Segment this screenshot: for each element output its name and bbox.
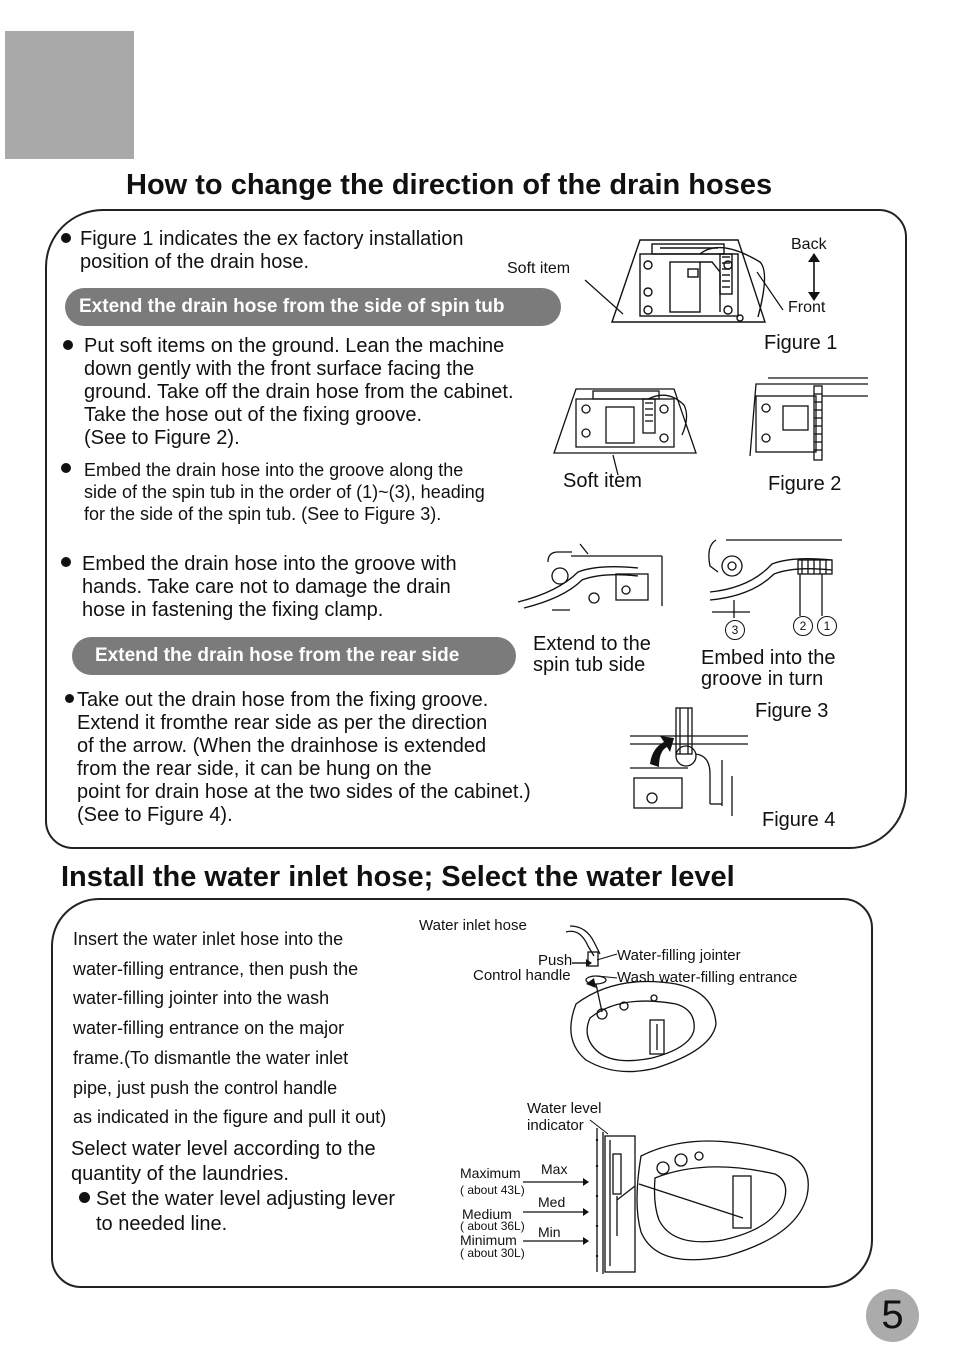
pill-rear-side: Extend the drain hose from the rear side xyxy=(72,637,516,675)
min-label: Min xyxy=(538,1224,561,1240)
pill-side-spin-tub: Extend the drain hose from the side of spin tub xyxy=(65,288,561,326)
figure3-caption: Figure 3 xyxy=(755,700,829,722)
front-label: Front xyxy=(788,299,826,316)
wash-water-filling-entrance-label: Wash water-filling entrance xyxy=(617,969,798,986)
bullet xyxy=(79,1192,90,1203)
soft-item-label-2: Soft item xyxy=(563,470,642,492)
bullet xyxy=(65,694,74,703)
minimum-label: Minimum xyxy=(460,1232,517,1248)
max-label: Max xyxy=(541,1161,568,1177)
push-label: Push xyxy=(538,952,573,969)
back-label: Back xyxy=(791,236,827,253)
step-put-soft-items: Put soft items on the ground. Lean the machine down gently with the front surface facing the ground. Take off the drain hose from the cabinet. Take the hose out of the fixing groove. (See to Figure 2). xyxy=(84,335,514,449)
front-pointer-line xyxy=(755,270,790,320)
corner-block xyxy=(5,31,134,159)
water-inlet-instructions: Insert the water inlet hose into the water-filling entrance, then push the water-filling jointer into the wash water-filling entrance on the major frame.(To dismantle the water inlet pipe, just push the control handle as indicated in the figure and pull it out) xyxy=(73,929,387,1128)
figure2-left-illustration xyxy=(548,383,708,458)
bullet xyxy=(61,557,71,567)
intro-text: Figure 1 indicates the ex factory installation position of the drain hose. xyxy=(80,228,464,273)
section1-title: How to change the direction of the drain hoses xyxy=(126,169,773,201)
circled-number-2: 2 xyxy=(793,616,813,636)
embed-caption: Embed into the groove in turn xyxy=(701,647,836,690)
figure4-caption: Figure 4 xyxy=(762,809,836,831)
soft-item-label-1: Soft item xyxy=(507,260,571,277)
circled-number-1: 1 xyxy=(817,616,837,636)
extend-caption: Extend to the spin tub side xyxy=(533,633,651,676)
water-level-bullet: Set the water level adjusting lever to needed line. xyxy=(96,1188,396,1235)
section2-title: Install the water inlet hose; Select the water level xyxy=(61,861,735,893)
circled-number-3: 3 xyxy=(725,620,745,640)
figure2-right-illustration xyxy=(748,376,872,462)
soft-item-pointer-line xyxy=(583,278,628,318)
water-level-instructions: Select water level according to the quantity of the laundries. xyxy=(71,1138,376,1185)
maximum-label: Maximum xyxy=(460,1165,521,1181)
minimum-volume-label: ( about 30L) xyxy=(460,1246,525,1260)
step-embed-hands: Embed the drain hose into the groove with hands. Take care not to damage the drain hose in fastening the fixing clamp. xyxy=(82,553,457,621)
step-rear-side: Take out the drain hose from the fixing groove. Extend it fromthe rear side as per the direction of the arrow. (When the drainhose is extended from the rear side, it can be hung on the point for drain hose at the two sides of the cabinet.) (See to Figure 4). xyxy=(77,689,531,826)
figure4-illustration xyxy=(628,706,750,824)
figure3-left-illustration xyxy=(516,542,666,622)
bullet xyxy=(63,340,73,350)
water-inlet-hose-label: Water inlet hose xyxy=(419,917,527,934)
bullet xyxy=(61,463,71,473)
water-level-indicator-label: Water level indicator xyxy=(527,1100,602,1134)
indicator-pointer-line xyxy=(588,1118,618,1138)
maximum-volume-label: ( about 43L) xyxy=(460,1183,525,1197)
figure2-caption: Figure 2 xyxy=(768,473,842,495)
medium-volume-label: ( about 36L) xyxy=(460,1219,525,1233)
water-filling-jointer-label: Water-filling jointer xyxy=(617,947,741,964)
medium-label: Medium xyxy=(462,1206,512,1222)
control-handle-label: Control handle xyxy=(473,967,571,984)
bullet xyxy=(61,233,71,243)
step-embed-groove: Embed the drain hose into the groove along the side of the spin tub in the order of (1)~(3), heading for the side of the spin tub. (See to Figure 3). xyxy=(84,460,485,524)
figure3-right-illustration xyxy=(706,538,846,628)
med-label: Med xyxy=(538,1194,566,1210)
figure1-caption: Figure 1 xyxy=(764,332,838,354)
page-number: 5 xyxy=(866,1289,919,1342)
back-front-arrow-icon xyxy=(806,253,822,301)
